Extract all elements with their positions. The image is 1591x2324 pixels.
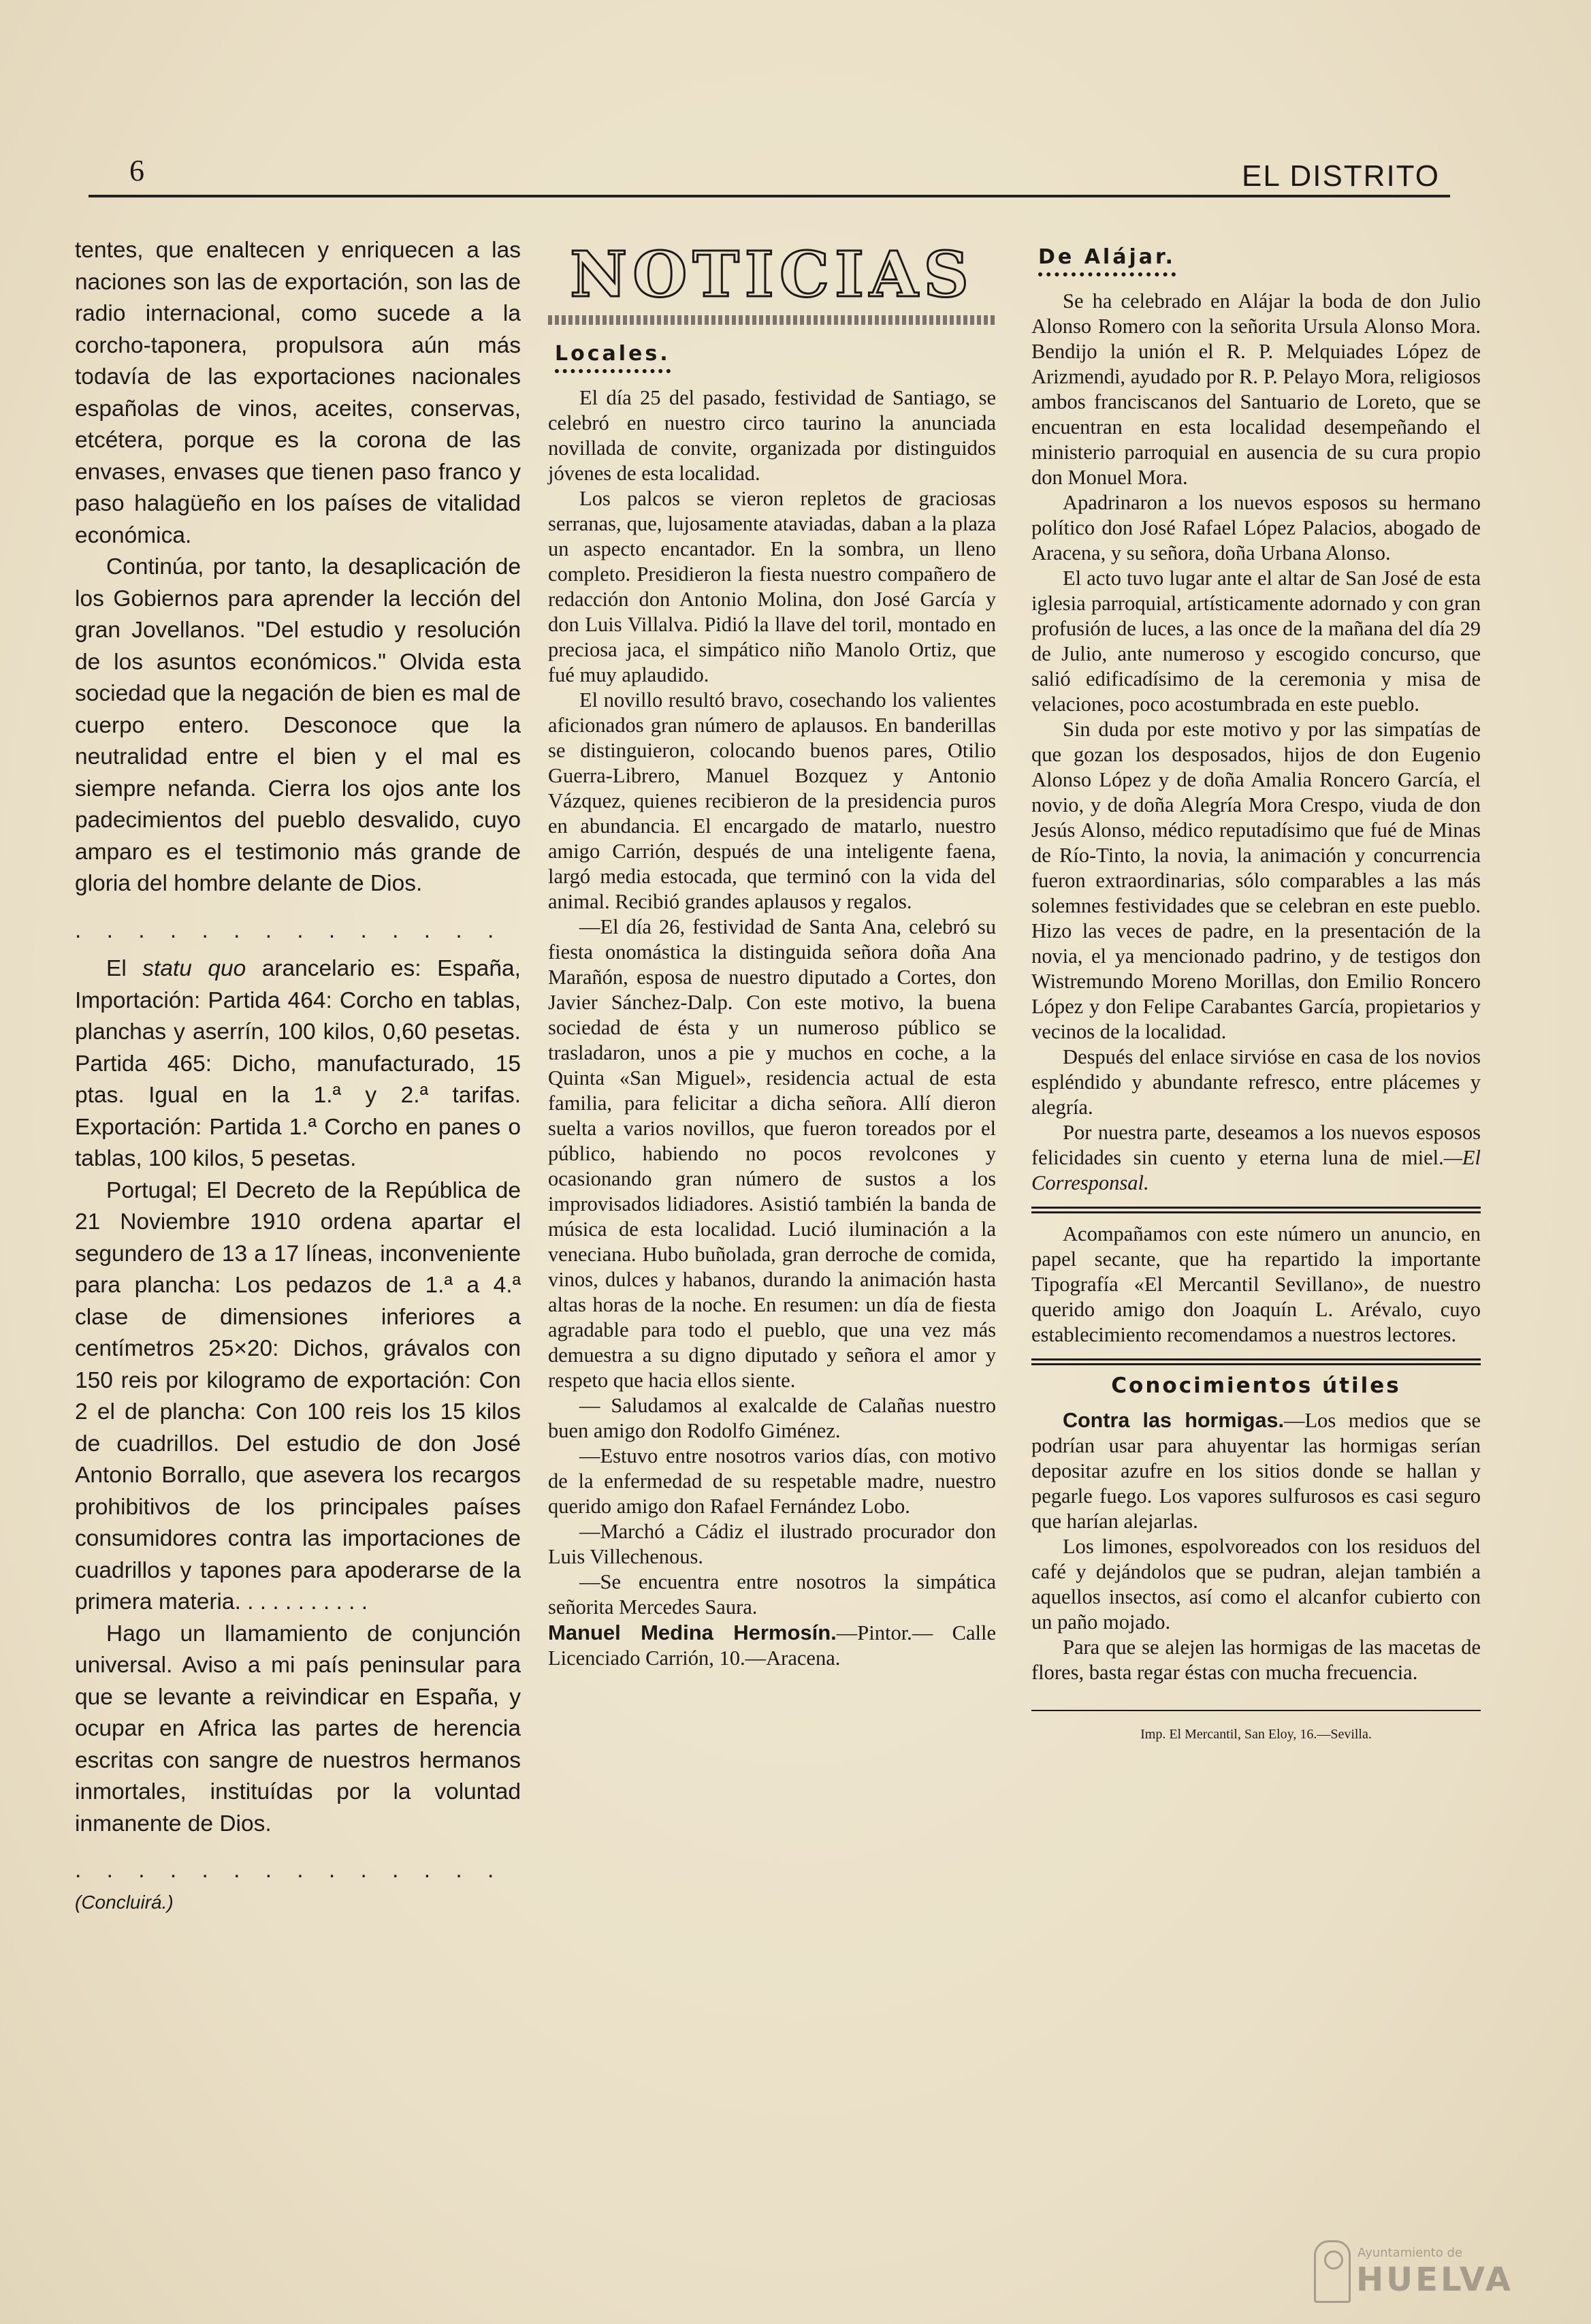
article-paragraph: —Se encuentra entre nosotros la simpática señorita Mercedes Saura. bbox=[548, 1570, 996, 1619]
tip-paragraph: Los limones, espolvoreados con los residuos del café y dejándolos que se pudran, alejan también a aquellos insectos, así como el alcanfor cubierto con un paño mojado. bbox=[1031, 1535, 1481, 1634]
article-paragraph: El statu quo arancelario es: España, Importación: Partida 464: Corcho en tablas, planchas y aserrín, 100 kilos, 0,60 pesetas. Partida 465: Dicho, manufacturado, 15 ptas. Igual en la 1.ª y 2.ª tarifas. Exportación: Partida 1.ª Corcho en panes o tablas, 100 kilos, 5 pesetas. bbox=[75, 956, 521, 1171]
article-paragraph: Los palcos se vieron repletos de graciosas serranas, que, lujosamente ataviadas, daban a la plaza un aspecto encantador. En la sombra, un lleno completo. Presidieron la fiesta nuestro compañero de redacción don Antonio Molina, don José García y don Luis Villalva. Pidió la llave del toril, montado en preciosa jaca, el simpático niño Manolo Ortiz, que fué muy aplaudido. bbox=[548, 487, 996, 686]
article-paragraph: Continúa, por tanto, la desaplicación de los Gobiernos para aprender la lección del gran Jovellanos. "Del estudio y resolución de los asuntos económicos." Olvida esta sociedad que la negación de bien es mal de cuerpo entero. Desconoce que la neutralidad entre el bien y el mal es siempre nefanda. Cierra los ojos ante los padecimientos del pueblo desvalido, cuyo amparo es el testimonio más grande de gloria del hombre delante de Dios. bbox=[75, 554, 521, 896]
article-paragraph: tentes, que enaltecen y enriquecen a las naciones son las de exportación, son las de radio internacional, como sucede a la corcho-taponera, propulsora aún más todavía de las exportaciones nacionales españolas de vinos, aceites, conservas, etcétera, porque es la corona de las envases, envases que tienen paso franco y paso halagüeño en los países de vitalidad económica. bbox=[75, 238, 521, 548]
section-divider bbox=[1031, 1207, 1481, 1213]
column-left bbox=[75, 235, 521, 1918]
column-center bbox=[548, 235, 996, 1671]
article-paragraph: Después del enlace sirvióse en casa de los novios espléndido y abundante refresco, entre plácemes y alegría. bbox=[1031, 1045, 1481, 1119]
wavy-rule bbox=[548, 315, 996, 325]
article-paragraph: —El día 26, festividad de Santa Ana, celebró su fiesta onomástica la distinguida señora doña Ana Marañón, esposa de nuestro diputado a Cortes, don Javier Sánchez-Dalp. Con este motivo, la buena sociedad de ésta y un numeroso público se trasladaron, unos a pie y muchos en coche, a la Quinta «San Miguel», residencia actual de esta familia, para felicitar a dicha señora. Allí dieron suelta a varios novillos, que fueron toreados por el público, habiendo no pocos revolcones y ocasionando gran número de sustos a los improvisados lidiadores. Asistió también la banda de música de esta localidad. Lució iluminación a la veneciana. Hubo buñolada, gran derroche de comida, vinos, dulces y habanos, durando la animación hasta altas horas de la noche. En resumen: un día de fiesta agradable para todo el pueblo, que una vez más demuestra a su digno diputado y señora el amor y respeto que hacia ellos siente. bbox=[548, 915, 996, 1392]
noticias-heading: NOTICIAS bbox=[570, 238, 974, 311]
article-paragraph: El día 25 del pasado, festividad de Santiago, se celebró en nuestro circo taurino la anunciada novillada de convite, organizada por distinguidos jóvenes de esta localidad. bbox=[548, 386, 996, 485]
article-signature: (Concluirá.) bbox=[75, 1891, 174, 1913]
article-paragraph: Se ha celebrado en Alájar la boda de don Julio Alonso Romero con la señorita Ursula Alonso Mora. Bendijo la unión el R. P. Melquiades López de Arizmendi, ayudado por R. P. Pelayo Mora, religiosos ambos franciscanos del Santuario de Loreto, que se encuentran en esta localidad desempeñando el ministerio parroquial en ausencia de su cura propio don Monuel Mora. bbox=[1031, 289, 1481, 489]
article-paragraph: Apadrinaron a los nuevos esposos su hermano político don José Rafael López Palacios, abogado de Aracena, y su señora, doña Urbana Alonso. bbox=[1031, 491, 1481, 564]
article-paragraph: El acto tuvo lugar ante el altar de San José de esta iglesia parroquial, artísticamente adornado y con gran profusión de luces, a las once de la mañana del día 29 de Julio, ante numeroso y escogido concurso, que salió edificadísimo de la ceremonia y misa de velaciones, poco acostumbrada en este pueblo. bbox=[1031, 567, 1481, 716]
watermark-small-text: Ayuntamiento de bbox=[1357, 2246, 1462, 2260]
column-right bbox=[1031, 235, 1481, 1747]
section-divider bbox=[1031, 1358, 1481, 1365]
page-number: 6 bbox=[129, 154, 144, 187]
section-heading-locales: Locales. bbox=[555, 341, 671, 373]
article-paragraph: El novillo resultó bravo, cosechando los valientes aficionados gran número de aplausos. En banderillas se distinguieron, colocando buenos pares, Otilio Guerra-Librero, Manuel Bozquez y Antonio Vázquez, quienes recibieron de la presidencia puros en abundancia. El encargado de matarlo, nuestro amigo Carrión, después de una inteligente faena, largó media estocada, que terminó con la vida del animal. Recibió grandes aplausos y regalos. bbox=[548, 688, 996, 913]
header-rule bbox=[89, 195, 1450, 197]
dot-separator: . . . . . . . . . . . . . . bbox=[75, 1858, 504, 1883]
article-paragraph: —Marchó a Cádiz el ilustrado procurador don Luis Villechenous. bbox=[548, 1520, 996, 1568]
tip-heading: Contra las hormigas. bbox=[1063, 1409, 1284, 1432]
tip-paragraph: Para que se alejen las hormigas de las macetas de flores, basta regar éstas con mucha frecuencia. bbox=[1031, 1636, 1481, 1684]
advertisement: Manuel Medina Hermosín.—Pintor.— Calle Licenciado Carrión, 10.—Aracena. bbox=[548, 1621, 996, 1670]
article-paragraph: Por nuestra parte, deseamos a los nuevos esposos felicidades sin cuento y eterna luna de miel.—El Corresponsal. bbox=[1031, 1121, 1481, 1194]
article-paragraph: Hago un llamamiento de conjunción universal. Aviso a mi país peninsular para que se levante a reivindicar en España, y ocupar en Africa las partes de herencia escritas con sangre de nuestros hermanos inmortales, instituídas por la voluntad inmanente de Dios. bbox=[75, 1621, 521, 1836]
article-paragraph: — Saludamos al exalcalde de Calañas nuestro buen amigo don Rodolfo Giménez. bbox=[548, 1394, 996, 1442]
notice-paragraph: Acompañamos con este número un anuncio, en papel secante, que ha repartido la importante Tipografía «El Mercantil Sevillano», de nuestro querido amigo don Joaquín L. Arévalo, cuyo establecimiento recomendamos a nuestros lectores. bbox=[1031, 1222, 1481, 1346]
article-paragraph: Sin duda por este motivo y por las simpatías de que gozan los desposados, hijos de don Eugenio Alonso López y de doña Amalia Roncero García, el novio, y de doña Alegría Mora Crespo, viuda de don Jesús Alonso, médico reputadísimo que fué de Minas de Río-Tinto, la novia, la animación y concurrencia fueron extraordinarias, sólo comparables a las más solemnes festividades que se celebran en este pueblo. Hizo las veces de padre, en la presentación de la novia, el ya mencionado padrino, y de testigos don Wistremundo Moreno Morillas, don Emilio Roncero López y don Felipe Carabantes García, propietarios y vecinos de la localidad. bbox=[1031, 718, 1481, 1043]
newspaper-title: EL DISTRITO bbox=[1242, 159, 1440, 193]
news-list bbox=[548, 385, 996, 1620]
dot-separator: . . . . . . . . . . . . . . bbox=[75, 917, 504, 943]
watermark-big-text: HUELVA bbox=[1356, 2261, 1513, 2299]
section-heading-conocimientos: Conocimientos útiles bbox=[1111, 1373, 1401, 1398]
italic-term: statu quo bbox=[142, 956, 246, 981]
coat-of-arms-icon bbox=[1314, 2240, 1351, 2303]
printer-imprint: Imp. El Mercantil, San Eloy, 16.—Sevilla. bbox=[1031, 1710, 1481, 1747]
article-paragraph: —Estuvo entre nosotros varios días, con motivo de la enfermedad de su respetable madre, nuestro querido amigo don Rafael Fernández Lobo. bbox=[548, 1444, 996, 1518]
article-paragraph: Portugal; El Decreto de la República de 21 Noviembre 1910 ordena apartar el segundero de 13 a 17 líneas, inconveniente para plancha: Los pedazos de 1.ª a 4.ª clase de dimensiones inferiores a centímetros 25×20: Dichos, grávalos con 150 reis por kilogramo de exportación: Con 2 el de plancha: Con 100 reis los 15 kilos de cuadrillos. Del estudio de don José Antonio Borrallo, que asevera los recargos prohibitivos de los principales países consumidores contra las importaciones de cuadrillos y tapones para apoderarse de la primera materia. . . . . . . . . . . bbox=[75, 1177, 521, 1614]
correspondent-signature: —El Corresponsal. bbox=[1031, 1146, 1481, 1194]
page-header bbox=[89, 150, 1450, 197]
watermark-logo bbox=[1314, 2240, 1545, 2302]
section-heading-alajar: De Alájar. bbox=[1038, 244, 1176, 276]
advertiser-name: Manuel Medina Hermosín. bbox=[548, 1621, 837, 1644]
alajar-article bbox=[1031, 289, 1481, 1120]
tip-paragraph: Contra las hormigas.—Los medios que se podrían usar para ahuyentar las hormigas serían depositar azufre en los sitios donde se hallan y pegarle fuego. Los vapores sulfurosos es casi seguro que harían alejarlas. bbox=[1031, 1409, 1481, 1533]
